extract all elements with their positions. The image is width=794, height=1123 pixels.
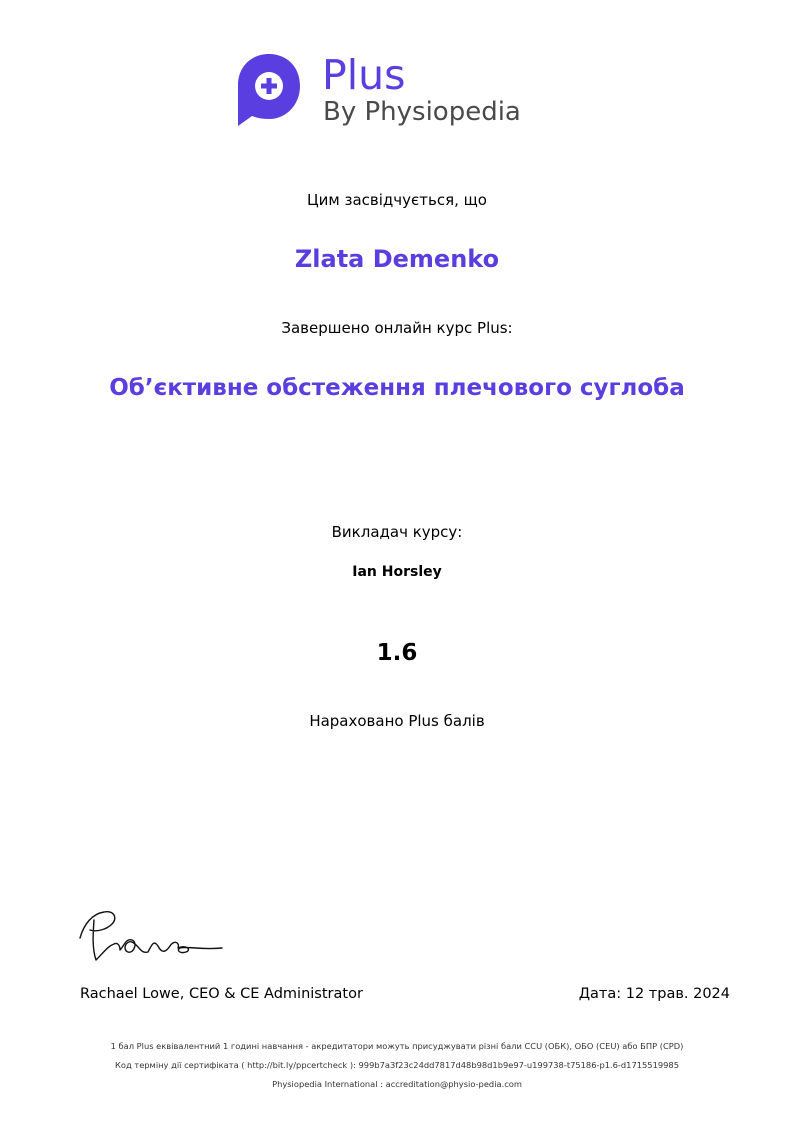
instructor-label: Викладач курсу: (331, 523, 463, 541)
course-title: Об’єктивне обстеження плечового суглоба (109, 375, 685, 401)
footer-points-note: 1 бал Plus еквівалентний 1 годині навчання - акредитатори можуть присуджувати різні бали CCU (ОБК), ОБО (CEU) або БПР (CPD) (110, 1041, 684, 1051)
points-value: 1.6 (376, 640, 418, 666)
handwritten-signature (74, 902, 230, 966)
logo-brand: Plus (322, 51, 406, 99)
completed-text: Завершено онлайн курс Plus: (281, 319, 513, 337)
footer-verification-code: Код терміну дії сертифіката ( http://bit.ly/ppcertcheck ): 999b7a3f23c24dd7817d48b98d1b9e97-u199738-t75186-p1.6-d1715519985 (115, 1060, 679, 1070)
signer-name: Rachael Lowe, CEO & CE Administrator (80, 986, 363, 1002)
points-label: Нараховано Plus балів (309, 712, 485, 730)
footer-contact: Physiopedia International : accreditation@physio-pedia.com (272, 1079, 522, 1089)
issue-date: Дата: 12 трав. 2024 (578, 986, 730, 1002)
instructor-name: Ian Horsley (352, 564, 442, 580)
certify-text: Цим засвідчується, що (307, 191, 487, 209)
recipient-name: Zlata Demenko (294, 245, 500, 273)
plus-logo-icon (236, 52, 302, 128)
logo-tagline: By Physiopedia (323, 97, 521, 127)
